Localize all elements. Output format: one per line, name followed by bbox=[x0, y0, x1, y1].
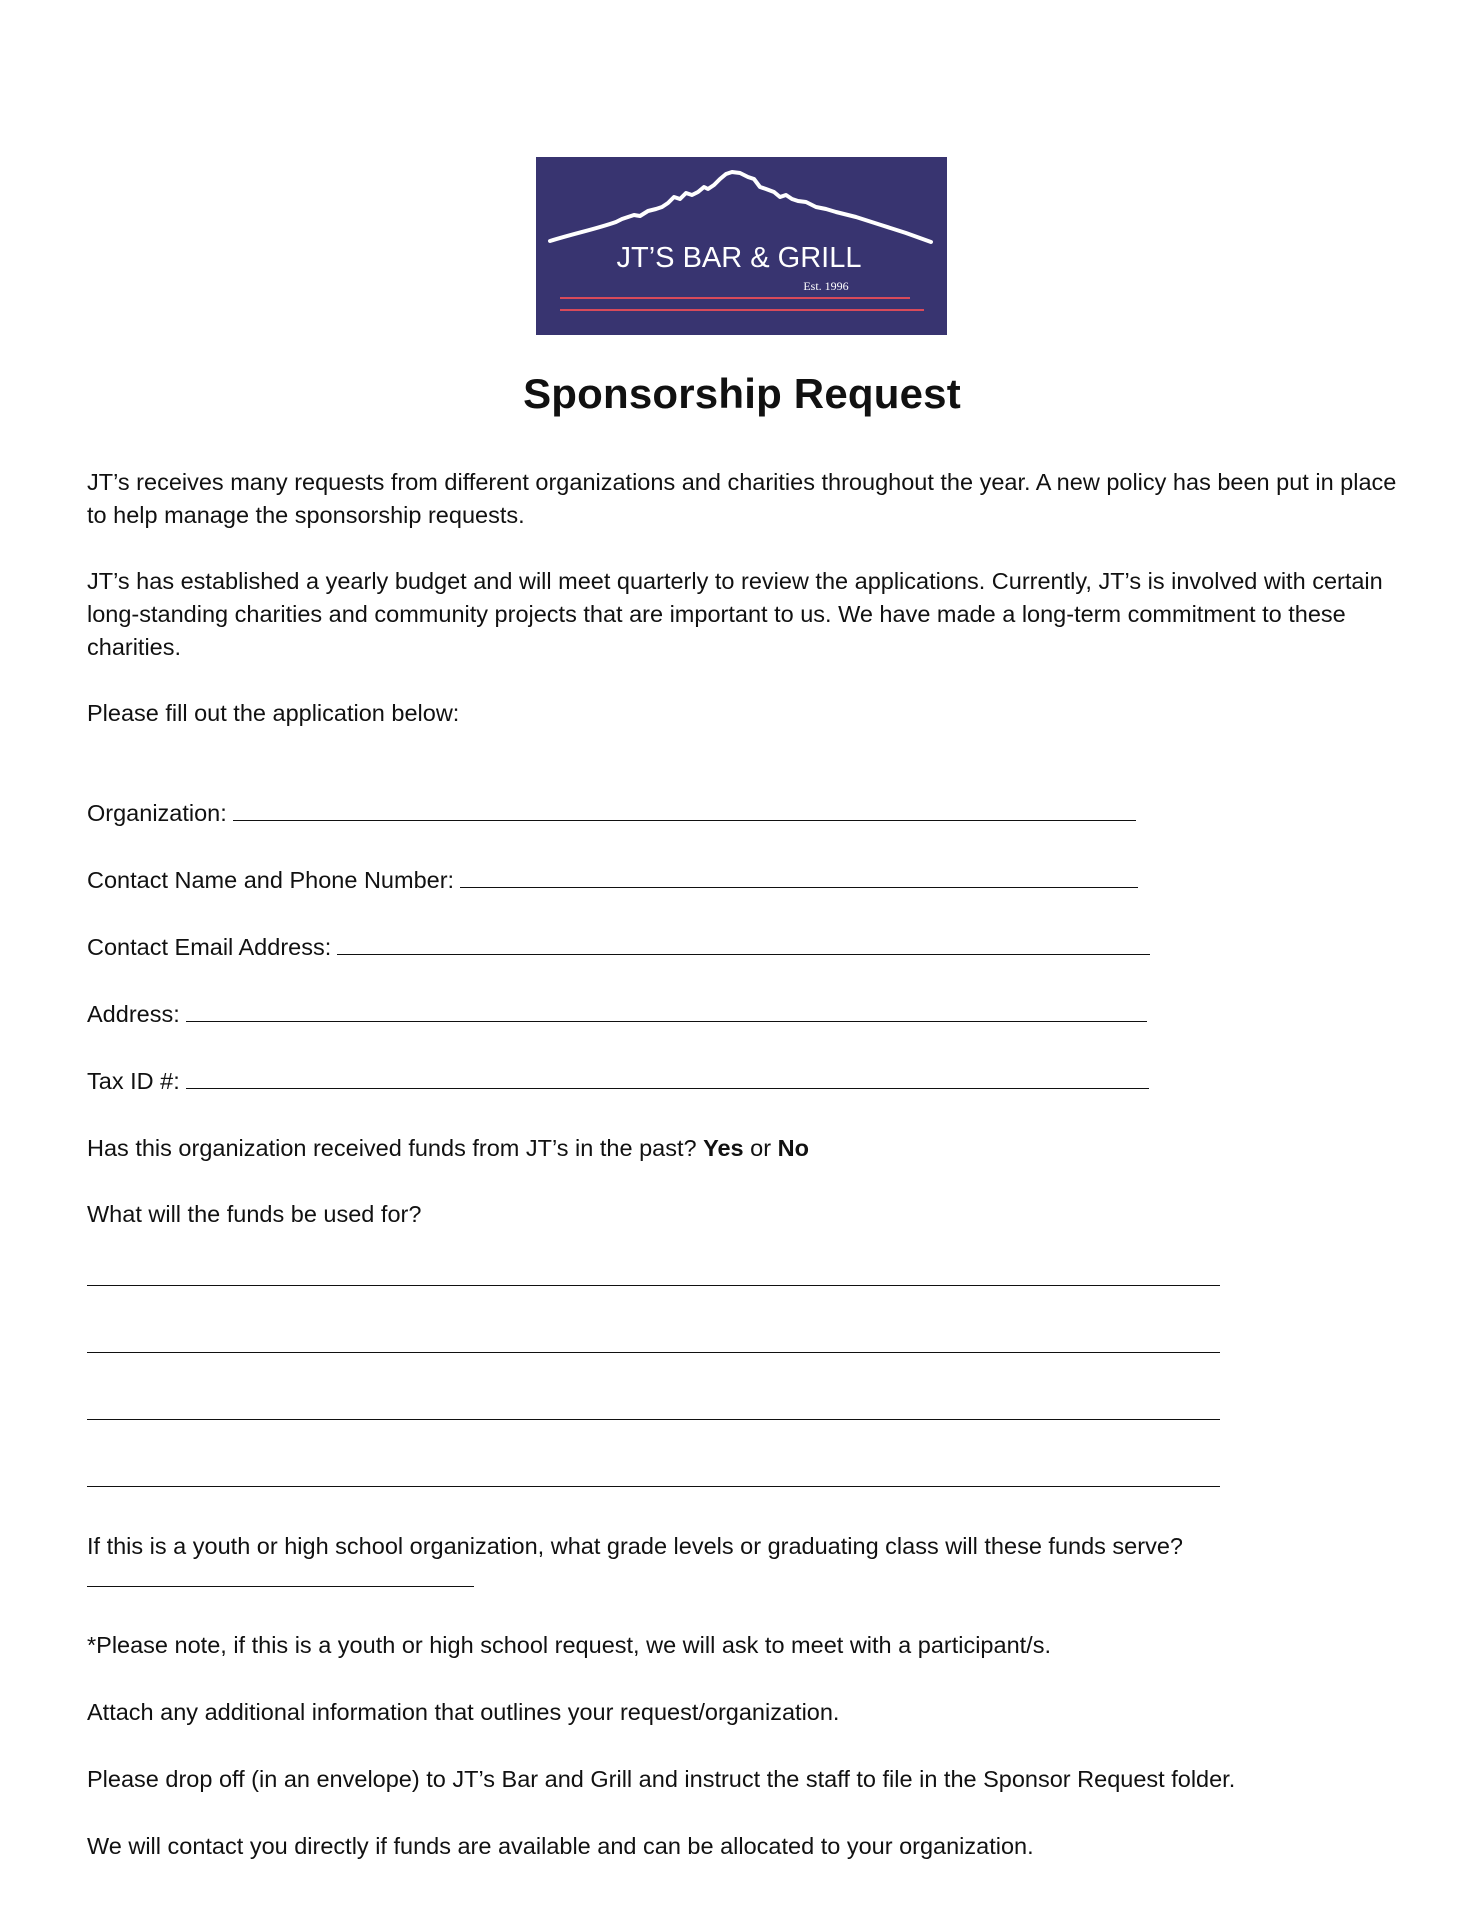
email-row bbox=[87, 931, 1150, 964]
email-label: Contact Email Address: bbox=[87, 934, 332, 960]
or-text: or bbox=[750, 1135, 772, 1161]
mountain-logo-graphic bbox=[536, 157, 947, 335]
intro-paragraph-1: JT’s receives many requests from different organizations and charities throughout the year. A new policy has been put in place to help manage the sponsorship requests. bbox=[87, 469, 1397, 528]
youth-grade-field[interactable] bbox=[87, 1586, 474, 1587]
youth-note: *Please note, if this is a youth or high school request, we will ask to meet with a participant/s. bbox=[87, 1632, 1051, 1658]
organization-label: Organization: bbox=[87, 800, 227, 826]
funds-use-line-3[interactable] bbox=[87, 1419, 1220, 1420]
taxid-field[interactable] bbox=[186, 1066, 1149, 1089]
funds-use-question: What will the funds be used for? bbox=[87, 1201, 422, 1227]
page-title: Sponsorship Request bbox=[523, 370, 961, 417]
intro-paragraph-2: JT’s has established a yearly budget and will meet quarterly to review the applications. Currently, JT’s is involved with certain long-standing charities and community projects that are important to us. We have made a long-term commitment to these charities. bbox=[87, 568, 1383, 660]
funds-use-line-1[interactable] bbox=[87, 1285, 1220, 1286]
contact-note: We will contact you directly if funds are available and can be allocated to your organization. bbox=[87, 1833, 1034, 1859]
no-option[interactable]: No bbox=[777, 1135, 809, 1161]
jts-logo bbox=[536, 157, 947, 335]
mountain-outline bbox=[550, 172, 931, 242]
email-field[interactable] bbox=[337, 932, 1150, 955]
contact-field[interactable] bbox=[460, 865, 1138, 888]
funds-use-line-4[interactable] bbox=[87, 1486, 1220, 1487]
past-funds-question: Has this organization received funds from JT’s in the past? bbox=[87, 1135, 697, 1161]
address-row bbox=[87, 998, 1147, 1031]
past-funds-row bbox=[87, 1132, 809, 1165]
fill-instruction: Please fill out the application below: bbox=[87, 700, 460, 726]
organization-field[interactable] bbox=[233, 798, 1136, 821]
yes-option[interactable]: Yes bbox=[703, 1135, 744, 1161]
organization-row bbox=[87, 797, 1136, 830]
youth-question: If this is a youth or high school organization, what grade levels or graduating class will these funds serve? bbox=[87, 1533, 1183, 1559]
address-field[interactable] bbox=[186, 999, 1147, 1022]
contact-row bbox=[87, 864, 1138, 897]
taxid-row bbox=[87, 1065, 1149, 1098]
address-label: Address: bbox=[87, 1001, 180, 1027]
logo-established: Est. 1996 bbox=[803, 279, 849, 293]
taxid-label: Tax ID #: bbox=[87, 1068, 180, 1094]
contact-label: Contact Name and Phone Number: bbox=[87, 867, 455, 893]
logo-name: JT’S BAR & GRILL bbox=[616, 242, 862, 274]
funds-use-line-2[interactable] bbox=[87, 1352, 1220, 1353]
dropoff-note: Please drop off (in an envelope) to JT’s Bar and Grill and instruct the staff to file in the Sponsor Request folder. bbox=[87, 1766, 1236, 1792]
attach-note: Attach any additional information that outlines your request/organization. bbox=[87, 1699, 840, 1725]
